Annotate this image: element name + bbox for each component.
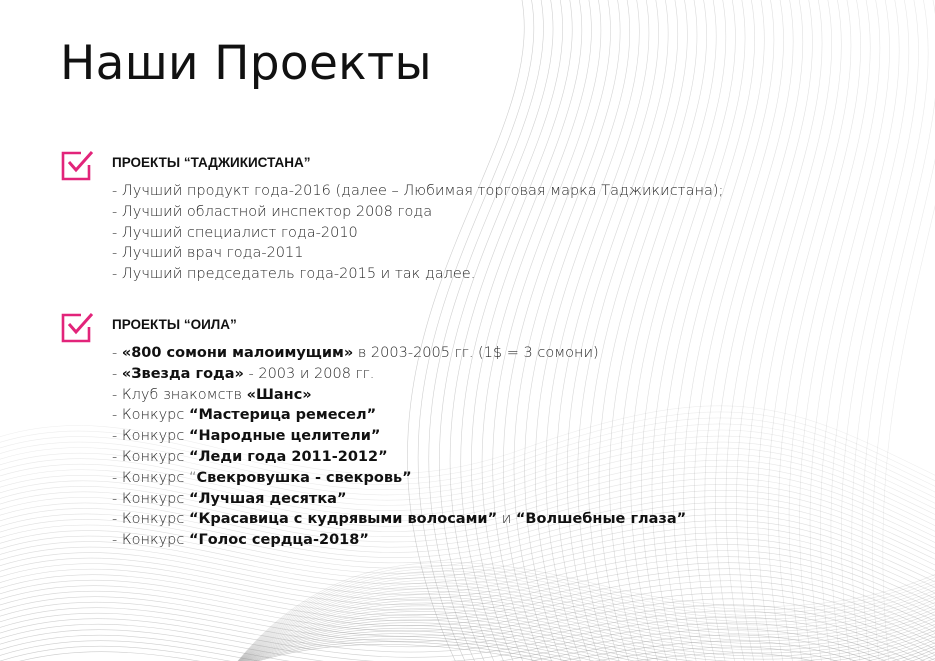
list-item-text: - Конкурс xyxy=(112,490,189,507)
project-list xyxy=(112,181,723,285)
list-item xyxy=(112,426,686,447)
list-item xyxy=(112,530,686,551)
list-item-text: - Лучший областной инспектор 2008 года xyxy=(112,203,433,220)
list-item-text: - Лучший специалист года-2010 xyxy=(112,224,358,241)
list-item-text: - Клуб знакомств xyxy=(112,386,247,403)
list-item-text: - Лучший председатель года-2015 и так далее. xyxy=(112,266,476,283)
list-item xyxy=(112,202,723,223)
list-item xyxy=(112,468,686,489)
list-item-bold-text: “Лучшая десятка” xyxy=(188,490,347,507)
list-item xyxy=(112,264,723,285)
list-item-text: - Конкурс “ xyxy=(112,469,197,486)
list-item-text: в 2003-2005 гг. (1$ = 3 сомони) xyxy=(353,345,599,361)
list-item xyxy=(112,343,686,364)
project-list xyxy=(112,343,686,551)
list-item-text: - Конкурс xyxy=(112,511,189,528)
list-item-bold-text: «Шанс» xyxy=(246,386,312,403)
list-item-text: - 2003 и 2008 гг. xyxy=(243,365,375,382)
list-item-text: - Лучший врач года-2011 xyxy=(112,245,304,262)
list-item xyxy=(112,447,686,468)
section-heading: ПРОЕКТЫ “ОИЛА” xyxy=(112,317,237,332)
list-item-bold-text: “Народные целители” xyxy=(188,428,381,445)
list-item-bold-text: Свекровушка - свекровь” xyxy=(196,469,412,486)
checkbox-check-icon xyxy=(60,148,94,182)
list-item xyxy=(112,405,686,426)
list-item xyxy=(112,364,686,385)
list-item-text: - Конкурс xyxy=(112,448,189,465)
list-item-text: - xyxy=(112,345,122,361)
list-item-text: - xyxy=(112,365,122,382)
page-title: Наши Проекты xyxy=(60,36,432,91)
list-item-bold-text: «800 сомони малоимущим» xyxy=(121,345,354,361)
list-item-text: - Конкурс xyxy=(112,532,189,549)
list-item xyxy=(112,181,723,202)
list-item xyxy=(112,385,686,406)
list-item-bold-text: “Красавица с кудрявыми волосами” xyxy=(188,511,498,528)
list-item xyxy=(112,223,723,244)
section-heading: ПРОЕКТЫ “ТАДЖИКИСТАНА” xyxy=(112,155,311,170)
list-item-bold-text: “Голос сердца-2018” xyxy=(188,532,369,549)
list-item-bold-text: “Волшебные глаза” xyxy=(515,511,687,528)
list-item xyxy=(112,243,723,264)
list-item xyxy=(112,489,686,510)
list-item-bold-text: “Леди года 2011-2012” xyxy=(188,448,388,465)
list-item-text: и xyxy=(497,511,516,528)
list-item xyxy=(112,509,686,530)
list-item-text: - Лучший продукт года-2016 (далее – Любимая торговая марка Таджикистана); xyxy=(112,183,724,199)
list-item-text: - Конкурс xyxy=(112,428,189,445)
list-item-text: - Конкурс xyxy=(112,407,189,424)
list-item-bold-text: “Мастерица ремесел” xyxy=(188,407,377,424)
list-item-bold-text: «Звезда года» xyxy=(121,365,244,382)
checkbox-check-icon xyxy=(60,310,94,344)
